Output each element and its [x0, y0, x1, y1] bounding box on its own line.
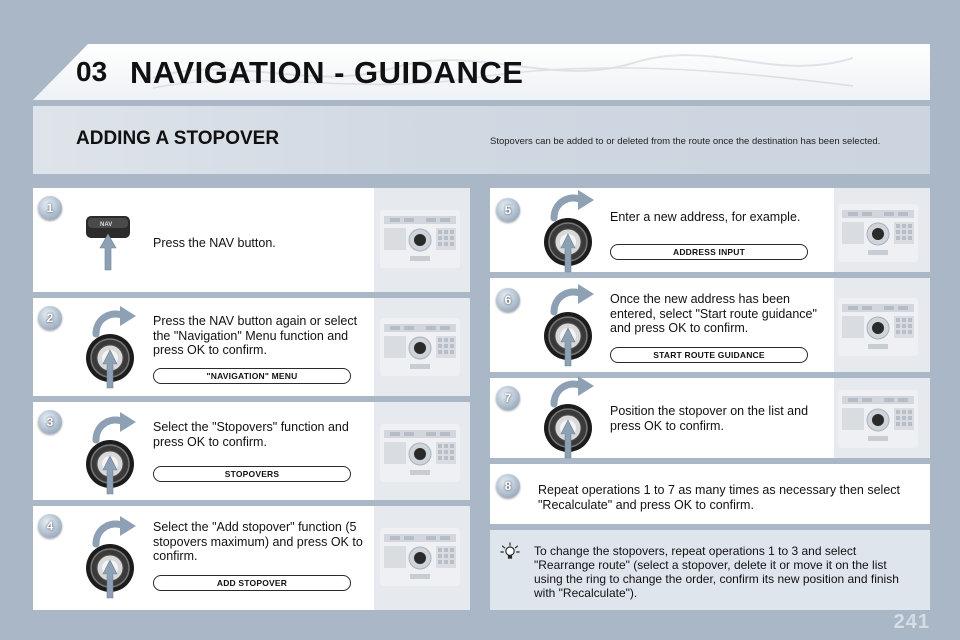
rotary-knob-icon — [82, 410, 138, 496]
menu-label: STOPOVERS — [153, 466, 351, 482]
step-4-text: Select the "Add stopover" function (5 stopovers maximum) and press OK to confirm. — [153, 520, 363, 563]
step-6-text: Once the new address has been entered, select "Start route guidance" and press OK to confirm. — [610, 292, 817, 335]
radio-unit-image — [838, 390, 918, 448]
menu-label: "NAVIGATION" MENU — [153, 368, 351, 384]
step-3-text: Select the "Stopovers" function and press OK to confirm. — [153, 420, 349, 449]
page-number: 241 — [893, 611, 930, 633]
chapter-number: 03 — [76, 56, 108, 87]
step-number-badge: 5 — [496, 198, 520, 222]
step-5-text: Enter a new address, for example. — [610, 210, 801, 224]
step-number-badge: 8 — [496, 474, 520, 498]
radio-unit-image — [380, 424, 460, 482]
rotary-knob-icon — [82, 514, 138, 600]
step-8-text: Repeat operations 1 to 7 as many times as necessary then select "Recalculate" and press OK to confirm. — [538, 483, 900, 512]
rotary-knob-icon — [82, 304, 138, 390]
lightbulb-icon — [500, 542, 520, 562]
menu-label: ADD STOPOVER — [153, 575, 351, 591]
radio-unit-image — [380, 318, 460, 376]
radio-unit-image — [838, 298, 918, 356]
step-1-text: Press the NAV button. — [153, 236, 276, 250]
section-title: ADDING A STOPOVER — [76, 128, 280, 149]
intro-text: Stopovers can be added to or deleted from the route once the destination has been selected. — [490, 136, 881, 147]
step-number-badge: 1 — [38, 196, 62, 220]
step-2-text: Press the NAV button again or select the "Navigation" Menu function and press OK to confirm. — [153, 314, 358, 357]
nav-button-label: NAV — [100, 222, 113, 228]
radio-unit-image — [380, 210, 460, 268]
step-number-badge: 6 — [496, 288, 520, 312]
rotary-knob-icon — [540, 374, 596, 460]
radio-unit-image — [838, 204, 918, 262]
rotary-knob-icon — [540, 188, 596, 274]
page-title: NAVIGATION - GUIDANCE — [130, 55, 524, 90]
radio-unit-image — [380, 528, 460, 586]
menu-label: ADDRESS INPUT — [610, 244, 808, 260]
step-number-badge: 7 — [496, 386, 520, 410]
step-number-badge: 2 — [38, 306, 62, 330]
step-number-badge: 3 — [38, 410, 62, 434]
tip-text: To change the stopovers, repeat operations 1 to 3 and select "Rearrange route" (select a stopover, delete it or move it on the list using the ring to change the order, confirm its new position and finish with "Recalculate"). — [534, 544, 899, 600]
step-number-badge: 4 — [38, 514, 62, 538]
nav-button-icon — [82, 212, 134, 272]
rotary-knob-icon — [540, 282, 596, 368]
step-7-text: Position the stopover on the list and press OK to confirm. — [610, 404, 809, 433]
menu-label: START ROUTE GUIDANCE — [610, 347, 808, 363]
